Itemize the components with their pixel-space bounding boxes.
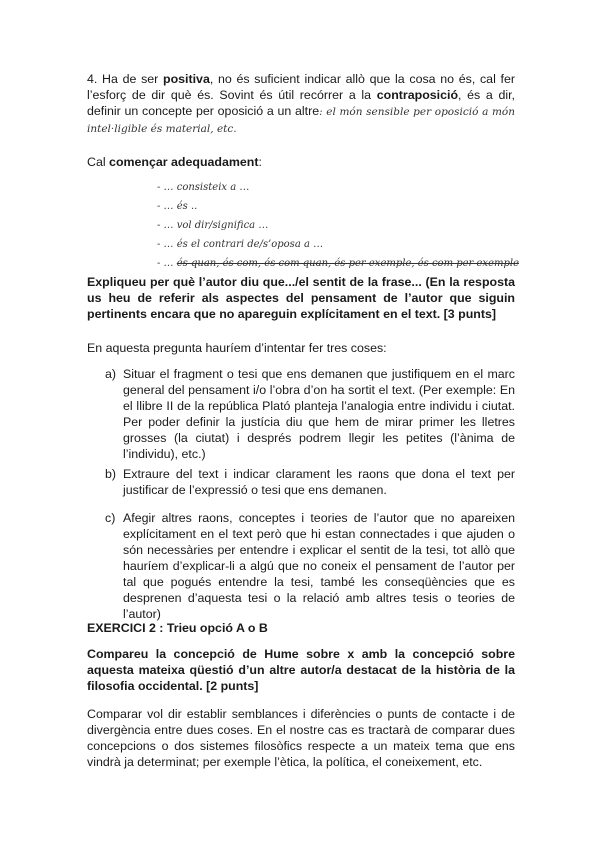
list-item-a: [105, 366, 515, 462]
paragraph-start: [87, 154, 515, 170]
starter-phrases-list: [157, 178, 519, 273]
list-label: c): [105, 511, 116, 525]
starter-phrase-struck: [157, 254, 519, 273]
list-item-c: [105, 510, 515, 622]
para4-text-3: , és a dir, definir un concepte per oposició a un altre: [87, 88, 516, 118]
question2-body: Comparar vol dir establir semblances i diferències o punts de contacte i de divergència entre dues coses. En el nostre cas es tractarà de comparar dues concepcions o dos sistemes filosòfics respecte a un mateix tema que ens vindrà ja determinat; per exemple l’ètica, la política, el coneixement, etc.: [87, 707, 515, 769]
starter-phrase: - … vol dir/significa …: [157, 220, 269, 231]
para4-bold-positiva: positiva: [163, 72, 210, 86]
starter-phrase: - … consisteix a …: [157, 182, 250, 193]
list-text: Situar el fragment o tesi que ens demanen que justifiquem en el marc general del pensament i/o l’obra d’on ha sortit el text. (Per exemple: En el llibre II de la república Plató planteja l’analogia entre individu i ciutat. Per poder definir la justícia diu que hem de mirar primer les lletres grosses (la ciutat) i després podrem llegir les petites (l’ànima de l’individu), etc.): [123, 367, 515, 461]
starter-phrase: - … és ..: [157, 201, 198, 212]
starter-phrase: - … és el contrari de/s’oposa a …: [157, 239, 324, 250]
exercici2-title: EXERCICI 2 : Trieu opció A o B: [87, 621, 268, 635]
struck-text: és quan, és com, és com quan, és per exemple, és com per exemple: [176, 258, 519, 269]
paragraph-positiva: [87, 71, 515, 137]
start-bold: començar adequadament: [109, 155, 259, 169]
para4-text-2: , no és suficient indicar allò que la cosa no és, cal fer l’esforç de dir què és. Sovint és útil recórrer a la: [87, 72, 515, 102]
para4-text-1: 4. Ha de ser: [87, 72, 164, 86]
list-text: Extraure del text i indicar clarament les raons que dona el text per justificar de l’expressió o tesi que ens demanen.: [123, 467, 515, 497]
para4-bold-contraposicio: contraposició: [376, 88, 459, 102]
question2-heading: Compareu la concepció de Hume sobre x amb la concepció sobre aquesta mateixa qüestió d’un altre autor/a destacat de la història de la filosofia occidental. [2 punts]: [87, 647, 515, 693]
struck-prefix: - …: [157, 258, 177, 269]
list-text: Afegir altres raons, conceptes i teories de l’autor que no apareixen explícitament en el text però que hi estan connectades i que ajuden o són necessàries per entendre i explicar el sentit de la tesi, tot allò que hauríem d’explicar-li a algú que no coneix el pensament de l’autor per tal que pogués entendre la tesi, també les conseqüències que es desprenen d’aquesta tesi o la relació amb altres tesis o teories de l’autor): [123, 511, 515, 621]
list-item-b: [105, 466, 515, 498]
list-label: a): [105, 367, 117, 381]
question1-intro: En aquesta pregunta hauríem d’intentar fer tres coses:: [87, 341, 387, 355]
question1-heading: Expliqueu per què l’autor diu que.../el sentit de la frase... (En la resposta us heu de referir als aspectes del pensament de l’autor que siguin pertinents encara que no apareguin explícitament en el text. [3 punts]: [87, 275, 515, 321]
start-text-1: Cal: [87, 155, 110, 169]
list-label: b): [105, 467, 117, 481]
start-text-2: :: [258, 155, 262, 169]
para4-handwritten-note: : el món sensible per oposició a món intel·ligible és material, etc.: [87, 106, 515, 135]
